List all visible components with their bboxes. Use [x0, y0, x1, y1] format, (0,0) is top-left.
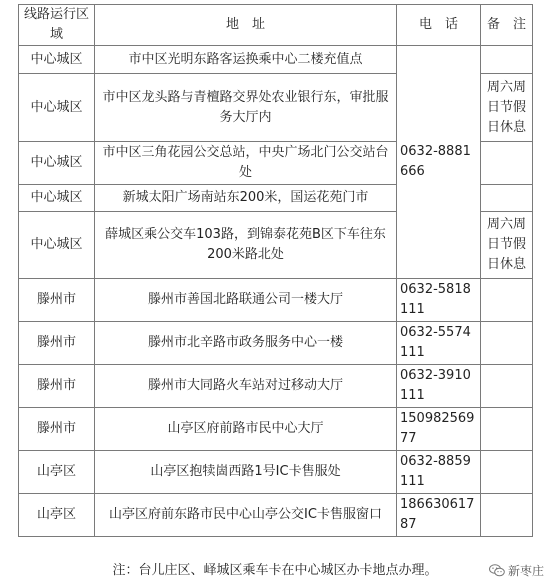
table-row — [19, 451, 533, 494]
note-cell — [481, 185, 533, 212]
table-row — [19, 365, 533, 408]
note-cell — [481, 451, 533, 494]
address-cell: 薛城区乘公交车103路，到锦泰花苑B区下车往东200米路北处 — [95, 212, 397, 279]
phone-cell: 0632-5574111 — [397, 322, 481, 365]
phone-cell: 15098256977 — [397, 408, 481, 451]
address-cell: 市中区龙头路与青檀路交界处农业银行东，审批服务大厅内 — [95, 74, 397, 142]
table-row — [19, 279, 533, 322]
note-cell — [481, 142, 533, 185]
address-cell: 滕州市北辛路市政务服务中心一楼 — [95, 322, 397, 365]
phone-cell: 0632-8859111 — [397, 451, 481, 494]
note-cell — [481, 408, 533, 451]
table-row — [19, 322, 533, 365]
address-cell: 市中区三角花园公交总站，中央广场北门公交站台处 — [95, 142, 397, 185]
footnote: 注：台儿庄区、峄城区乘车卡在中心城区办卡地点办理。 — [112, 563, 438, 578]
address-cell: 市中区光明东路客运换乘中心二楼充值点 — [95, 46, 397, 74]
watermark — [489, 562, 544, 579]
phone-cell: 0632-5818111 — [397, 279, 481, 322]
table-row — [19, 46, 533, 74]
header-district: 线路运行区域 — [19, 5, 95, 46]
note-cell — [481, 494, 533, 537]
table-row — [19, 408, 533, 451]
district-cell: 中心城区 — [19, 142, 95, 185]
district-cell: 山亭区 — [19, 451, 95, 494]
header-phone: 电 话 — [397, 5, 481, 46]
district-cell: 中心城区 — [19, 46, 95, 74]
district-cell: 滕州市 — [19, 322, 95, 365]
phone-cell: 18663061787 — [397, 494, 481, 537]
note-cell: 周六周日节假日休息 — [481, 212, 533, 279]
district-cell: 滕州市 — [19, 279, 95, 322]
table-row — [19, 494, 533, 537]
district-cell: 中心城区 — [19, 185, 95, 212]
district-cell: 滕州市 — [19, 408, 95, 451]
watermark-text: 新枣庄 — [507, 564, 544, 578]
address-cell: 山亭区府前路市民中心大厅 — [95, 408, 397, 451]
address-cell: 滕州市大同路火车站对过移动大厅 — [95, 365, 397, 408]
note-cell — [481, 279, 533, 322]
address-cell: 山亭区抱犊崮西路1号IC卡售服处 — [95, 451, 397, 494]
address-cell: 滕州市善国北路联通公司一楼大厅 — [95, 279, 397, 322]
wechat-icon — [489, 564, 505, 577]
note-cell — [481, 365, 533, 408]
note-cell: 周六周日节假日休息 — [481, 74, 533, 142]
note-cell — [481, 46, 533, 74]
district-cell: 中心城区 — [19, 74, 95, 142]
header-address: 地 址 — [95, 5, 397, 46]
address-cell: 山亭区府前东路市民中心山亭公交IC卡售服窗口 — [95, 494, 397, 537]
header-note: 备 注 — [481, 5, 533, 46]
merged-phone-cell: 0632-8881666 — [397, 46, 481, 279]
note-cell — [481, 322, 533, 365]
district-cell: 中心城区 — [19, 212, 95, 279]
district-cell: 滕州市 — [19, 365, 95, 408]
phone-cell: 0632-3910111 — [397, 365, 481, 408]
card-locations-table — [18, 4, 533, 537]
table-header-row — [19, 5, 533, 46]
address-cell: 新城太阳广场南站东200米，国运花苑门市 — [95, 185, 397, 212]
district-cell: 山亭区 — [19, 494, 95, 537]
